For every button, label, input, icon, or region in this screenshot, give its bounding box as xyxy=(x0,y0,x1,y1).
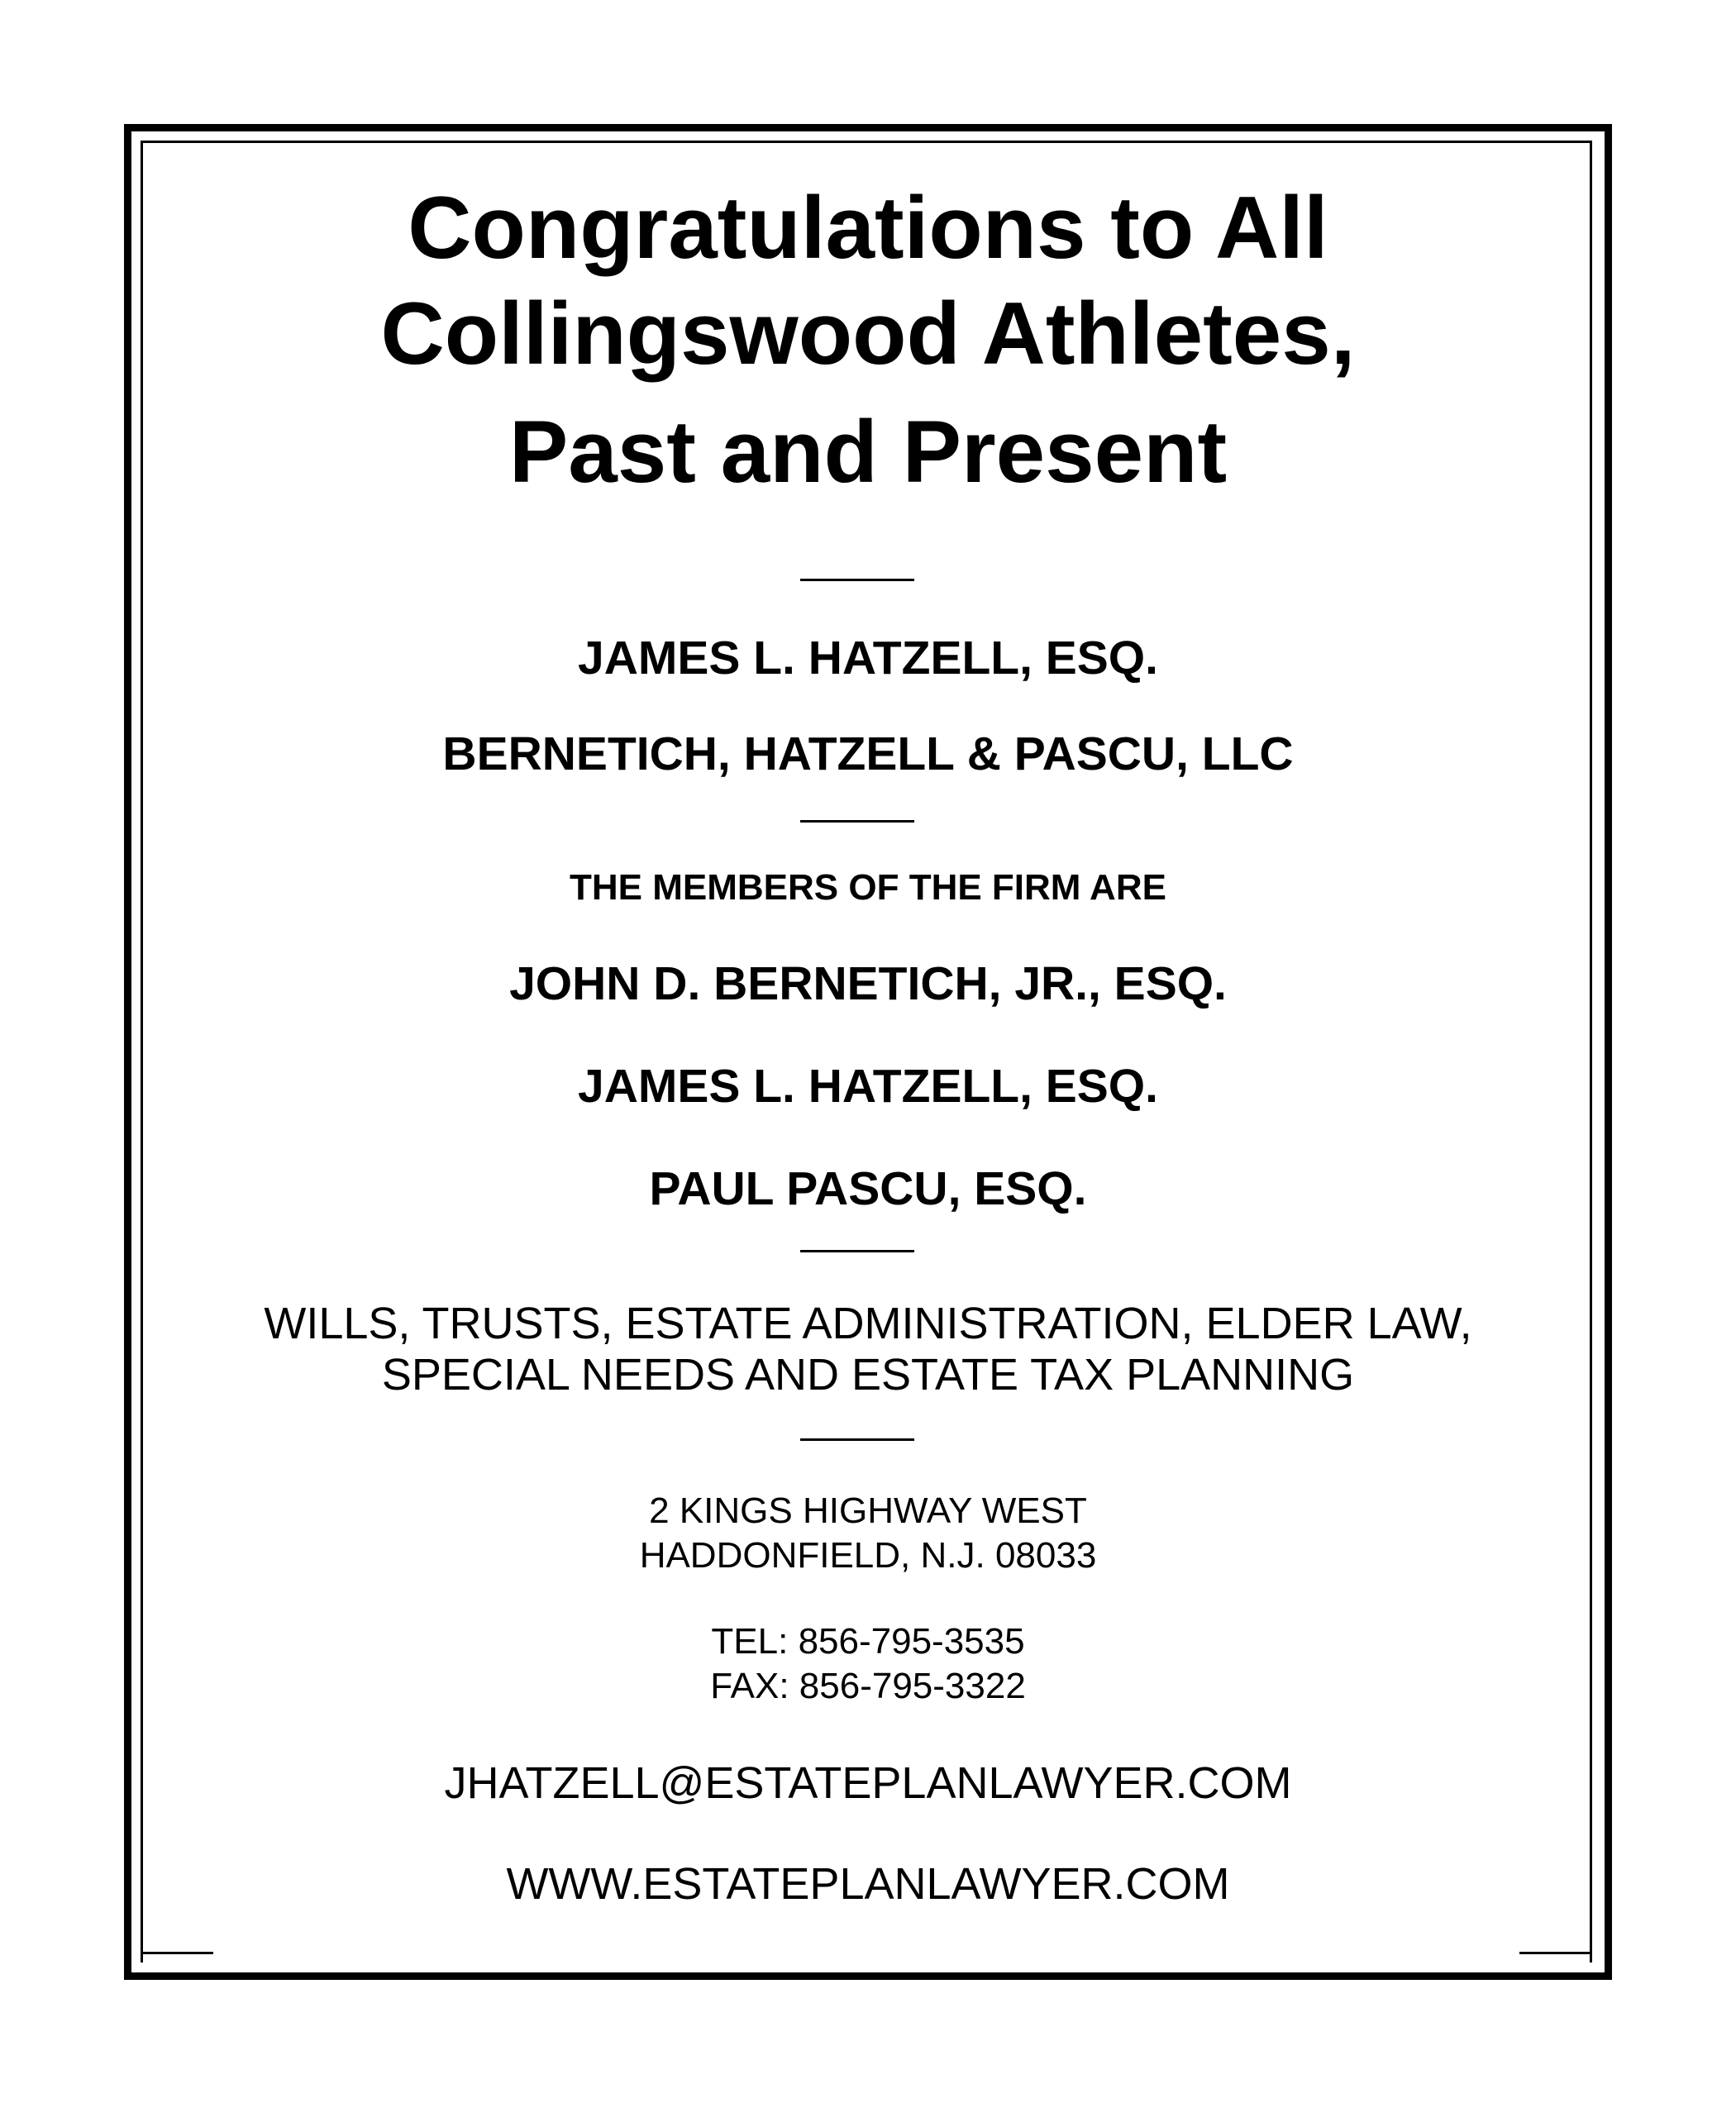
member-name: PAUL PASCU, ESQ. xyxy=(649,1162,1087,1215)
services-line-1: WILLS, TRUSTS, ESTATE ADMINISTRATION, ELDER LAW, xyxy=(264,1299,1472,1348)
inner-border-bottom-right xyxy=(1519,1952,1592,1954)
services-line-2: SPECIAL NEEDS AND ESTATE TAX PLANNING xyxy=(381,1350,1355,1400)
headline-line-1: Congratulations to All xyxy=(408,178,1328,277)
firm-name: BERNETICH, HATZELL & PASCU, LLC xyxy=(442,727,1294,780)
headline-line-2: Collingswood Athletes, xyxy=(380,284,1356,383)
divider-rule xyxy=(800,1438,914,1441)
phone-number: TEL: 856-795-3535 xyxy=(711,1621,1025,1662)
member-name: JAMES L. HATZELL, ESQ. xyxy=(578,1060,1158,1113)
website-url: WWW.ESTATEPLANLAWYER.COM xyxy=(506,1859,1230,1909)
address-city: HADDONFIELD, N.J. 08033 xyxy=(639,1535,1097,1576)
members-heading: THE MEMBERS OF THE FIRM ARE xyxy=(570,867,1166,908)
divider-rule xyxy=(800,1250,914,1252)
inner-border-bottom-left xyxy=(141,1952,213,1954)
email-address: JHATZELL@ESTATEPLANLAWYER.COM xyxy=(444,1758,1292,1808)
fax-number: FAX: 856-795-3322 xyxy=(710,1666,1026,1706)
member-name: JOHN D. BERNETICH, JR., ESQ. xyxy=(509,957,1227,1010)
address-street: 2 KINGS HIGHWAY WEST xyxy=(649,1490,1087,1531)
headline-line-3: Past and Present xyxy=(508,402,1228,501)
divider-rule xyxy=(800,820,914,823)
divider-rule xyxy=(800,579,914,581)
attorney-name: JAMES L. HATZELL, ESQ. xyxy=(578,632,1158,684)
